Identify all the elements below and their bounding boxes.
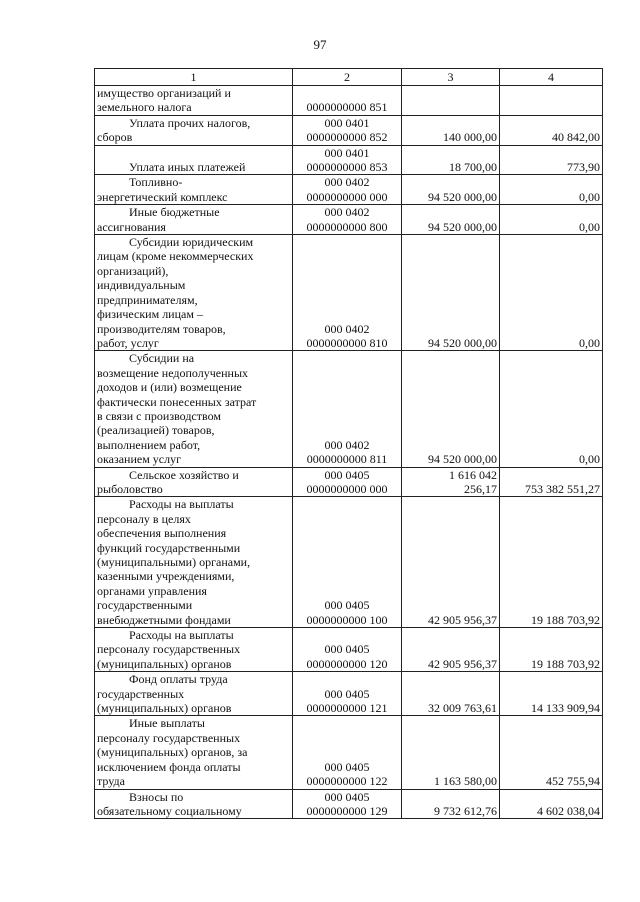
- row-name-line: энергетический комплекс: [97, 189, 228, 204]
- row-executed-amount: [500, 205, 603, 235]
- row-plan-amount: [402, 175, 500, 205]
- row-code-cell: [293, 467, 402, 497]
- row-name-line: органами управления: [97, 583, 207, 598]
- row-name-line: персоналу государственных: [97, 642, 241, 657]
- row-executed-amount: [500, 235, 603, 351]
- row-name-cell: [95, 789, 293, 819]
- row-name-line: Расходы на выплаты: [129, 497, 234, 512]
- row-name-line: (муниципальных) органов, за: [97, 745, 248, 760]
- table-row: [95, 789, 603, 819]
- row-executed-amount: [500, 497, 603, 628]
- row-code-line: 000 0401: [324, 115, 370, 130]
- row-name-line: исключением фонда оплаты: [97, 759, 241, 774]
- row-code-line: 0000000000 120: [306, 656, 388, 671]
- row-name-line: внебюджетными фондами: [97, 612, 231, 627]
- table-row: [95, 145, 603, 175]
- row-code-cell: [293, 235, 402, 351]
- page-number: 97: [313, 37, 327, 52]
- row-code-line: 0000000000 100: [306, 612, 388, 627]
- row-code-line: 000 0405: [324, 467, 370, 482]
- row-plan-amount: [402, 497, 500, 628]
- row-name-line: государственными: [97, 598, 193, 613]
- row-plan-amount: [402, 351, 500, 467]
- row-code-line: 0000000000 852: [306, 130, 388, 145]
- row-name-cell: [95, 86, 293, 116]
- amount-line: 452 755,94: [546, 774, 600, 789]
- table-row: [95, 86, 603, 116]
- row-name-line: предпринимателям,: [97, 292, 198, 307]
- row-name-line: Уплата иных платежей: [129, 160, 246, 175]
- row-code-cell: [293, 628, 402, 672]
- row-name-line: (реализацией) товаров,: [97, 423, 215, 438]
- table-row: [95, 628, 603, 672]
- row-plan-amount: [402, 115, 500, 145]
- row-name-line: Сельское хозяйство и: [129, 467, 239, 482]
- row-code-line: 000 0405: [324, 598, 370, 613]
- row-code-cell: [293, 115, 402, 145]
- row-executed-amount: [500, 789, 603, 819]
- row-executed-amount: [500, 672, 603, 716]
- column-header-3: 3: [402, 69, 500, 86]
- row-code-cell: [293, 497, 402, 628]
- row-name-line: (муниципальных) органов: [97, 701, 232, 716]
- row-name-cell: [95, 145, 293, 175]
- row-name-cell: [95, 351, 293, 467]
- row-code-line: 0000000000 810: [306, 335, 388, 350]
- table-row: [95, 467, 603, 497]
- row-code-line: 000 0402: [324, 175, 370, 190]
- amount-line: 42 905 956,37: [428, 612, 497, 627]
- row-name-line: Топливно-: [129, 175, 183, 190]
- row-name-line: возмещение недополученных: [97, 365, 249, 380]
- row-name-line: работ, услуг: [97, 335, 159, 350]
- amount-line: 0,00: [579, 335, 600, 350]
- amount-line: 1 163 580,00: [434, 774, 497, 789]
- row-code-line: 000 0405: [324, 686, 370, 701]
- row-executed-amount: [500, 115, 603, 145]
- row-name-line: фактически понесенных затрат: [97, 394, 257, 409]
- amount-line: 40 842,00: [552, 130, 600, 145]
- amount-line: 9 732 612,76: [434, 803, 497, 818]
- row-executed-amount: [500, 351, 603, 467]
- amount-line: 256,17: [464, 481, 497, 496]
- row-code-line: 0000000000 121: [306, 701, 388, 716]
- amount-line: 32 009 763,61: [428, 701, 497, 716]
- row-plan-amount: [402, 145, 500, 175]
- row-name-line: Иные выплаты: [129, 716, 205, 731]
- row-name-line: в связи с производством: [97, 408, 221, 423]
- row-name-cell: [95, 235, 293, 351]
- amount-line: 42 905 956,37: [428, 656, 497, 671]
- row-executed-amount: [500, 716, 603, 789]
- row-code-cell: [293, 145, 402, 175]
- row-code-line: 0000000000 122: [306, 774, 388, 789]
- amount-line: 1 616 042: [449, 467, 497, 482]
- amount-line: [502, 100, 600, 114]
- row-name-line: сборов: [97, 130, 133, 145]
- column-header-1: 1: [95, 69, 293, 86]
- row-code-line: 0000000000 000: [306, 189, 388, 204]
- row-name-line: Субсидии юридическим: [129, 235, 254, 250]
- row-code-cell: [293, 716, 402, 789]
- row-name-line: государственных: [97, 686, 185, 701]
- row-code-line: 000 0405: [324, 789, 370, 804]
- amount-line: [404, 100, 497, 114]
- row-code-line: 000 0405: [324, 759, 370, 774]
- row-name-line: Субсидии на: [129, 351, 195, 366]
- row-name-cell: [95, 672, 293, 716]
- table-row: [95, 235, 603, 351]
- row-name-line: обязательному социальному: [97, 803, 242, 818]
- amount-line: 19 188 703,92: [531, 656, 600, 671]
- row-name-cell: [95, 115, 293, 145]
- row-code-cell: [293, 175, 402, 205]
- row-plan-amount: [402, 628, 500, 672]
- amount-line: 94 520 000,00: [428, 219, 497, 234]
- amount-line: 773,90: [567, 160, 600, 175]
- row-code-line: 0000000000 000: [306, 481, 388, 496]
- row-executed-amount: [500, 145, 603, 175]
- table-row: [95, 175, 603, 205]
- row-name-line: персоналу в целях: [97, 511, 191, 526]
- row-code-cell: [293, 789, 402, 819]
- table-row: [95, 115, 603, 145]
- row-name-line: лицам (кроме некоммерческих: [97, 249, 254, 264]
- row-name-line: организаций),: [97, 263, 169, 278]
- table-row: [95, 497, 603, 628]
- amount-line: 18 700,00: [449, 160, 497, 175]
- table-row: [95, 672, 603, 716]
- row-name-line: рыболовство: [97, 481, 163, 496]
- amount-line: 753 382 551,27: [525, 481, 600, 496]
- amount-line: 0,00: [579, 189, 600, 204]
- table-row: [95, 716, 603, 789]
- amount-line: 0,00: [579, 219, 600, 234]
- row-plan-amount: [402, 716, 500, 789]
- row-code-cell: [293, 351, 402, 467]
- amount-line: 19 188 703,92: [531, 612, 600, 627]
- row-plan-amount: [402, 789, 500, 819]
- header-row: [95, 69, 603, 86]
- table-row: [95, 351, 603, 467]
- row-code-line: 0000000000 129: [306, 803, 388, 818]
- row-code-line: 000 0402: [324, 321, 370, 336]
- budget-table: [94, 68, 603, 819]
- row-executed-amount: [500, 467, 603, 497]
- row-name-cell: [95, 497, 293, 628]
- row-name-line: Уплата прочих налогов,: [129, 115, 251, 130]
- row-executed-amount: [500, 628, 603, 672]
- row-plan-amount: [402, 205, 500, 235]
- row-name-line: оказанием услуг: [97, 452, 182, 467]
- row-name-line: производителям товаров,: [97, 321, 226, 336]
- row-code-cell: [293, 86, 402, 116]
- amount-line: 94 520 000,00: [428, 452, 497, 467]
- row-code-cell: [293, 672, 402, 716]
- row-executed-amount: [500, 175, 603, 205]
- row-executed-amount: [500, 86, 603, 116]
- row-name-cell: [95, 716, 293, 789]
- row-name-line: Иные бюджетные: [129, 205, 220, 220]
- row-plan-amount: [402, 235, 500, 351]
- row-name-line: обеспечения выполнения: [97, 526, 227, 541]
- table-body: [95, 86, 603, 819]
- amount-line: 0,00: [579, 452, 600, 467]
- row-code-line: 0000000000 800: [306, 219, 388, 234]
- row-name-line: казенными учреждениями,: [97, 569, 235, 584]
- amount-line: 94 520 000,00: [428, 335, 497, 350]
- row-name-cell: [95, 205, 293, 235]
- row-name-line: доходов и (или) возмещение: [97, 380, 242, 395]
- column-header-2: 2: [293, 69, 402, 86]
- amount-line: 14 133 909,94: [531, 701, 600, 716]
- row-name-line: выполнением работ,: [97, 437, 201, 452]
- row-code-line: 000 0402: [324, 437, 370, 452]
- row-name-line: (муниципальных) органов: [97, 656, 232, 671]
- row-name-cell: [95, 467, 293, 497]
- row-name-line: индивидуальным: [97, 278, 186, 293]
- row-code-line: 0000000000 851: [306, 100, 388, 115]
- row-code-line: 000 0402: [324, 205, 370, 220]
- row-name-cell: [95, 628, 293, 672]
- row-name-line: труда: [97, 774, 125, 789]
- row-code-line: 0000000000 811: [306, 452, 388, 467]
- table-row: [95, 205, 603, 235]
- row-name-line: ассигнования: [97, 219, 166, 234]
- column-header-4: 4: [500, 69, 603, 86]
- row-code-line: 000 0401: [324, 145, 370, 160]
- row-name-line: физическим лицам –: [97, 307, 203, 322]
- row-name-line: Расходы на выплаты: [129, 628, 234, 643]
- row-name-line: Взносы по: [129, 789, 184, 804]
- row-code-line: 000 0405: [324, 642, 370, 657]
- row-name-line: имущество организаций и: [97, 86, 231, 100]
- amount-line: 140 000,00: [443, 130, 497, 145]
- row-plan-amount: [402, 86, 500, 116]
- amount-line: 94 520 000,00: [428, 189, 497, 204]
- row-name-cell: [95, 175, 293, 205]
- row-code-line: 0000000000 853: [306, 160, 388, 175]
- row-name-line: персоналу государственных: [97, 730, 241, 745]
- row-name-line: земельного налога: [97, 100, 192, 115]
- row-name-line: (муниципальными) органами,: [97, 555, 251, 569]
- row-plan-amount: [402, 672, 500, 716]
- row-name-line: Фонд оплаты труда: [129, 672, 228, 687]
- row-name-line: функций государственными: [97, 540, 241, 555]
- row-plan-amount: [402, 467, 500, 497]
- row-code-cell: [293, 205, 402, 235]
- amount-line: 4 602 038,04: [537, 803, 600, 818]
